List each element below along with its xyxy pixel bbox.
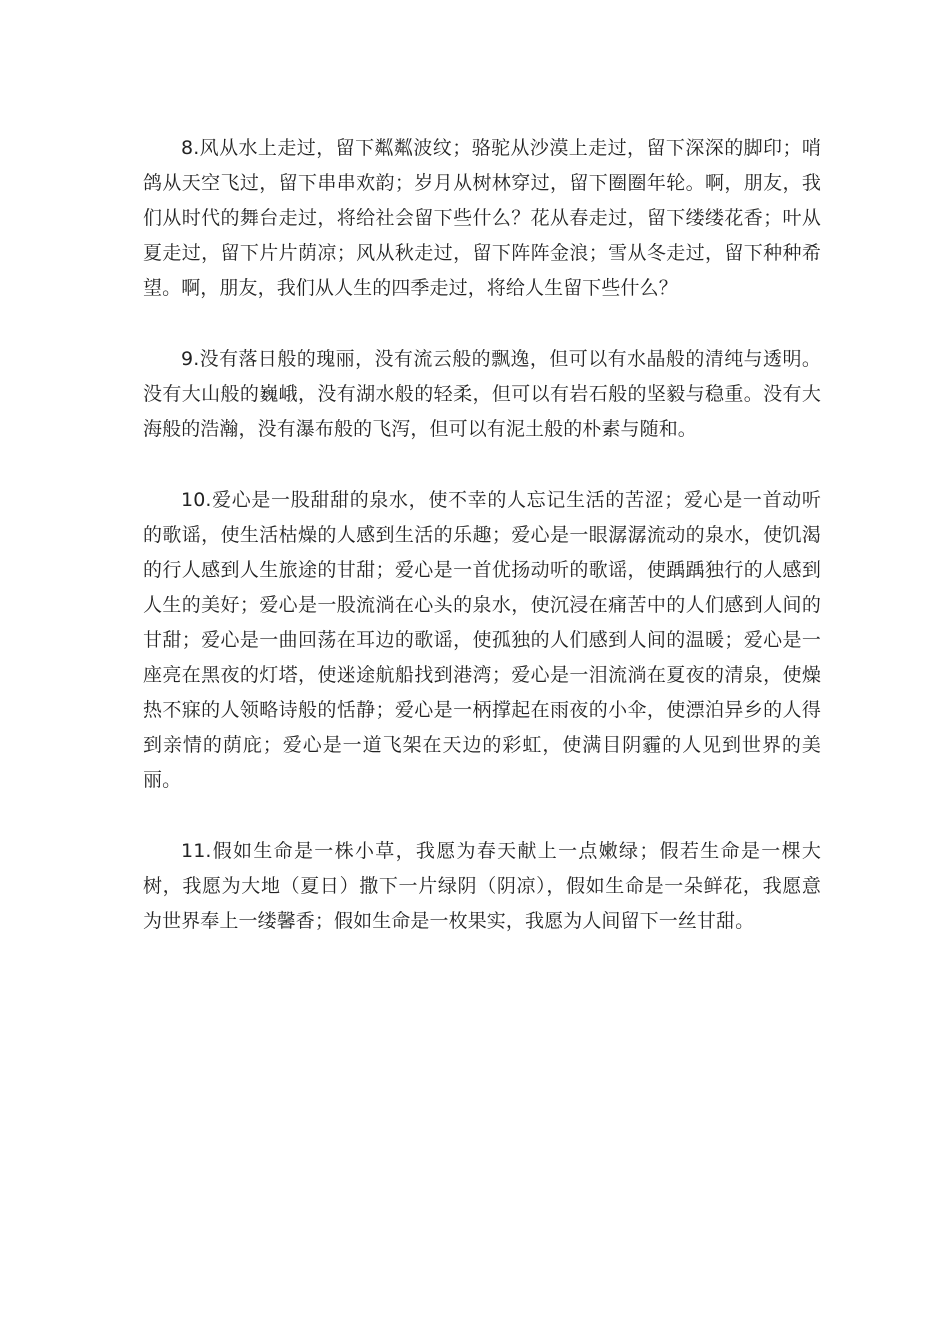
- paragraph-10: 10.爱心是一股甜甜的泉水，使不幸的人忘记生活的苦涩；爱心是一首动听的歌谣，使生活枯燥的人感到生活的乐趣；爱心是一眼潺潺流动的泉水，使饥渴的行人感到人生旅途的甘甜；爱心是一首优扬动听的歌谣，使踽踽独行的人感到人生的美好；爱心是一股流淌在心头的泉水，使沉浸在痛苦中的人们感到人间的甘甜；爱心是一曲回荡在耳边的歌谣，使孤独的人们感到人间的温暖；爱心是一座亮在黑夜的灯塔，使迷途航船找到港湾；爱心是一泪流淌在夏夜的清泉，使燥热不寐的人领略诗般的恬静；爱心是一柄撑起在雨夜的小伞，使漂泊异乡的人得到亲情的荫庇；爱心是一道飞架在天边的彩虹，使满目阴霾的人见到世界的美丽。: [143, 489, 821, 791]
- paragraph-9: 9.没有落日般的瑰丽，没有流云般的飘逸，但可以有水晶般的清纯与透明。没有大山般的巍峨，没有湖水般的轻柔，但可以有岩石般的坚毅与稳重。没有大海般的浩瀚，没有瀑布般的飞泻，但可以有泥土般的朴素与随和。: [143, 348, 821, 440]
- paragraph-8: 8.风从水上走过，留下粼粼波纹；骆驼从沙漠上走过，留下深深的脚印；哨鸽从天空飞过，留下串串欢韵；岁月从树林穿过，留下圈圈年轮。啊，朋友，我们从时代的舞台走过，将给社会留下些什么？花从春走过，留下缕缕花香；叶从夏走过，留下片片荫凉；风从秋走过，留下阵阵金浪；雪从冬走过，留下种种希望。啊，朋友，我们从人生的四季走过，将给人生留下些什么？: [143, 137, 821, 299]
- document-body: [143, 131, 821, 975]
- paragraph-11: 11.假如生命是一株小草，我愿为春天献上一点嫩绿；假若生命是一棵大树，我愿为大地（夏日）撒下一片绿阴（阴凉），假如生命是一朵鲜花，我愿意为世界奉上一缕馨香；假如生命是一枚果实，我愿为人间留下一丝甘甜。: [143, 840, 821, 932]
